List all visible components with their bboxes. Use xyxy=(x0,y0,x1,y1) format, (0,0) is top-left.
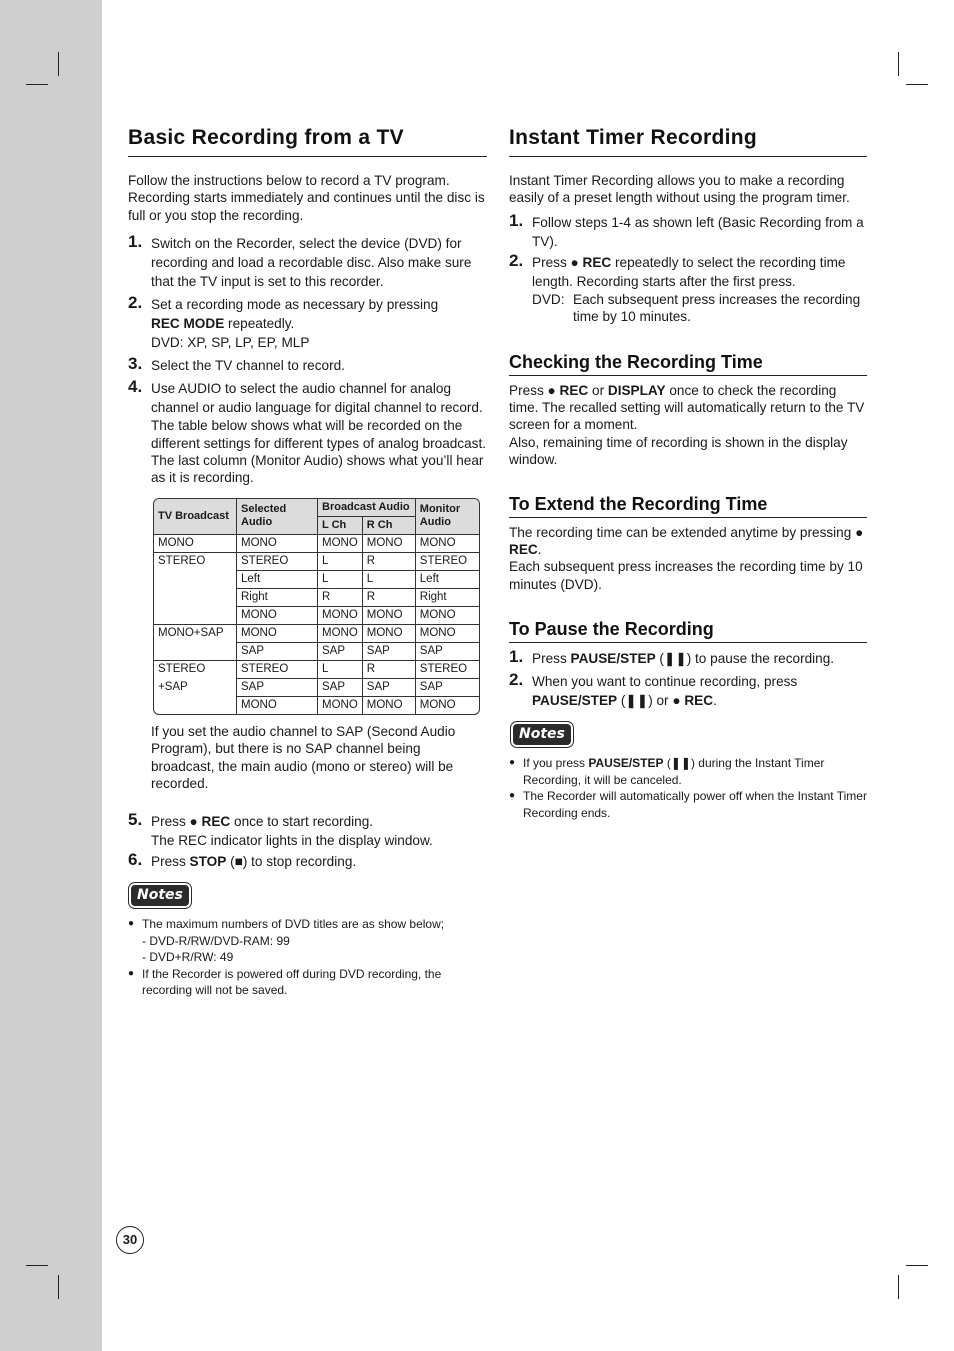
step-text: (■) to stop recording. xyxy=(230,854,357,870)
checking-text xyxy=(509,382,867,434)
rec-label: REC xyxy=(201,814,231,830)
step-number: 3. xyxy=(128,354,143,374)
crop-mark xyxy=(898,1275,899,1299)
sap-note: If you set the audio channel to SAP (Second Audio Program), but there is no SAP channel being broadcast, the main audio (mono or stereo) will be recorded. xyxy=(151,723,456,792)
table-cell: MONO+SAP xyxy=(154,624,236,642)
table-cell: SAP xyxy=(236,678,317,696)
table-cell: Right xyxy=(236,588,317,606)
step-text: (❚❚) or ● xyxy=(620,693,681,709)
table-cell: R xyxy=(317,588,362,606)
step-text: once to start recording. xyxy=(234,814,374,830)
table-cell: STEREO xyxy=(415,660,479,678)
table-cell: SAP xyxy=(415,678,479,696)
text-run: The recording time can be extended anytime by pressing ● xyxy=(509,524,864,540)
step-2 xyxy=(509,250,867,326)
step-1 xyxy=(509,210,867,251)
section-title-extend: To Extend the Recording Time xyxy=(509,494,867,518)
note-item xyxy=(509,755,867,788)
intro-text: Instant Timer Recording allows you to make a recording easily of a preset length without using the program timer. xyxy=(509,173,850,206)
table-cell: MONO xyxy=(154,534,236,552)
header-broadcast-audio: Broadcast Audio xyxy=(317,499,415,516)
step-5 xyxy=(128,812,487,850)
table-cell: STEREO xyxy=(154,660,236,678)
table-row xyxy=(154,678,479,696)
step-text: (❚❚) to pause the recording. xyxy=(659,651,835,667)
step-text: Press xyxy=(151,854,186,870)
table-row xyxy=(154,660,479,678)
note-text: The Recorder will automatically power off when the Instant Timer Recording ends. xyxy=(523,789,867,820)
step-text: Use AUDIO to select the audio channel for analog channel or audio language for digital channel to record. xyxy=(151,381,483,416)
table-row xyxy=(154,642,479,660)
table-cell xyxy=(154,588,236,606)
rec-label: REC xyxy=(559,382,589,398)
step-number: 1. xyxy=(128,232,143,252)
table-cell: MONO xyxy=(317,534,362,552)
checking-text-2: Also, remaining time of recording is shown in the display window. xyxy=(509,434,848,468)
table-row xyxy=(154,588,479,606)
text-run: . xyxy=(537,542,542,558)
table-cell: L xyxy=(362,570,415,588)
step-number: 2. xyxy=(509,250,524,270)
step-text: Press ● xyxy=(151,814,198,830)
table-cell xyxy=(154,642,236,660)
table-cell: STEREO xyxy=(236,552,317,570)
table-cell: L xyxy=(317,552,362,570)
pause-step-label: PAUSE/STEP xyxy=(570,651,656,667)
table-cell: SAP xyxy=(317,678,362,696)
table-cell: STEREO xyxy=(154,552,236,570)
table-row xyxy=(154,624,479,642)
table-cell: SAP xyxy=(236,642,317,660)
notes-list xyxy=(128,916,487,999)
step-text: Select the TV channel to record. xyxy=(151,358,345,374)
display-label: DISPLAY xyxy=(607,382,666,398)
page-number: 30 xyxy=(116,1226,144,1254)
table-cell: MONO xyxy=(236,696,317,714)
step-number: 1. xyxy=(509,647,524,667)
extend-text xyxy=(509,524,867,559)
table-cell: R xyxy=(362,660,415,678)
section-title-checking: Checking the Recording Time xyxy=(509,352,867,376)
table-row xyxy=(154,534,479,552)
table-cell: MONO xyxy=(317,624,362,642)
table-cell: SAP xyxy=(362,678,415,696)
left-column xyxy=(128,126,487,999)
crop-mark xyxy=(906,1265,928,1266)
dvd-label: DVD: xyxy=(532,291,565,307)
step-number: 1. xyxy=(509,210,524,230)
note-item xyxy=(128,966,487,999)
notes-badge: Notes xyxy=(131,885,189,906)
step-number: 2. xyxy=(509,670,524,690)
notes-section xyxy=(128,885,487,999)
table-cell: SAP xyxy=(415,642,479,660)
step-text-extra: The table below shows what will be recorded on the different settings for different types of analog broadcast. The last column (Monitor Audio) shows what you’ll hear as it is recording. xyxy=(151,418,487,486)
crop-mark xyxy=(906,84,928,85)
step-number: 2. xyxy=(128,293,143,313)
table-cell: MONO xyxy=(362,696,415,714)
audio-table xyxy=(153,498,480,715)
step-text: . xyxy=(713,693,717,709)
pause-step-label: PAUSE/STEP xyxy=(532,693,618,709)
note-text: - DVD+R/RW: 49 xyxy=(142,950,234,965)
crop-mark xyxy=(58,52,59,76)
rec-label: REC xyxy=(509,542,538,558)
crop-mark xyxy=(898,52,899,76)
table-cell: MONO xyxy=(236,606,317,624)
section-title-basic-recording: Basic Recording from a TV xyxy=(128,126,487,157)
rec-mode-label: REC MODE xyxy=(151,316,225,332)
step-2 xyxy=(128,295,487,352)
crop-mark xyxy=(26,1265,48,1266)
table-cell: STEREO xyxy=(236,660,317,678)
dvd-note xyxy=(532,291,867,326)
note-item xyxy=(128,916,487,966)
table-cell: R xyxy=(362,552,415,570)
table-cell: SAP xyxy=(317,642,362,660)
table-row xyxy=(154,696,479,714)
text-run: or xyxy=(592,382,605,398)
table-cell: +SAP xyxy=(158,680,188,693)
audio-table-wrap xyxy=(128,498,487,715)
table-cell: L xyxy=(317,570,362,588)
table-cell: MONO xyxy=(317,606,362,624)
stop-label: STOP xyxy=(189,854,227,870)
table-cell: MONO xyxy=(317,696,362,714)
table-cell: STEREO xyxy=(415,552,479,570)
table-cell: MONO xyxy=(362,606,415,624)
table-cell: L xyxy=(317,660,362,678)
notes-badge: Notes xyxy=(513,724,571,745)
notes-list xyxy=(509,755,867,821)
header-selected-audio: Selected Audio xyxy=(236,499,317,534)
table-cell: MONO xyxy=(236,624,317,642)
header-r-ch: R Ch xyxy=(362,516,415,534)
step-text: Switch on the Recorder, select the device (DVD) for recording and load a recordable disc. Also make sure that the TV input is set to this recorder. xyxy=(151,236,472,290)
header-tv-broadcast: TV Broadcast xyxy=(154,499,236,534)
table-cell: MONO xyxy=(236,534,317,552)
table-row xyxy=(154,552,479,570)
table-cell xyxy=(154,606,236,624)
step-text: Press ● xyxy=(532,254,579,270)
step-number: 6. xyxy=(128,850,143,870)
intro-text: Follow the instructions below to record a TV program. Recording starts immediately and continues until the disc is full or you stop the recording. xyxy=(128,173,485,223)
note-text: The maximum numbers of DVD titles are as show below; xyxy=(142,917,445,932)
crop-mark xyxy=(58,1275,59,1299)
table-cell: Left xyxy=(415,570,479,588)
table-cell: MONO xyxy=(415,606,479,624)
step-1 xyxy=(128,234,487,291)
extend-text-2: Each subsequent press increases the recording time by 10 minutes (DVD). xyxy=(509,559,863,592)
table-cell: MONO xyxy=(362,534,415,552)
notes-section xyxy=(509,724,867,821)
step-subtext: The REC indicator lights in the display window. xyxy=(151,833,433,849)
text-run: Press ● xyxy=(509,382,556,398)
step-text: Set a recording mode as necessary by pressing xyxy=(151,297,439,313)
pause-step-1 xyxy=(509,649,867,668)
step-text: When you want to continue recording, press xyxy=(532,674,798,690)
step-text: repeatedly to select the recording time length. Recording starts after the first press. xyxy=(532,254,846,289)
note-text: (❚❚) during the Instant Timer Recording, it will be canceled. xyxy=(523,756,825,787)
note-text: If you press xyxy=(523,756,586,771)
note-text: If the Recorder is powered off during DVD recording, the recording will not be saved. xyxy=(142,966,442,998)
step-text: Follow steps 1-4 as shown left (Basic Recording from a TV). xyxy=(532,214,864,249)
table-cell: R xyxy=(362,588,415,606)
step-number: 5. xyxy=(128,810,143,830)
page-side-bar xyxy=(0,0,102,1351)
dvd-text: Each subsequent press increases the recording time by 10 minutes. xyxy=(573,291,861,325)
table-row xyxy=(154,570,479,588)
crop-mark xyxy=(26,84,48,85)
table-cell: SAP xyxy=(362,642,415,660)
note-item xyxy=(509,788,867,821)
text-run: once to check the recording time. The recalled setting will automatically return to the TV screen for a moment. xyxy=(509,382,865,433)
table-cell: Right xyxy=(415,588,479,606)
dvd-modes: DVD: XP, SP, LP, EP, MLP xyxy=(151,335,310,351)
step-text: Press xyxy=(532,651,567,667)
section-title-instant-timer: Instant Timer Recording xyxy=(509,126,867,157)
pause-step-label: PAUSE/STEP xyxy=(588,756,664,771)
step-6 xyxy=(128,852,487,871)
rec-label: REC xyxy=(582,254,612,270)
table-cell: Left xyxy=(236,570,317,588)
table-row xyxy=(154,606,479,624)
step-4 xyxy=(128,379,487,487)
table-cell: MONO xyxy=(362,624,415,642)
table-cell: MONO xyxy=(415,624,479,642)
note-text: - DVD-R/RW/DVD-RAM: 99 xyxy=(142,933,290,948)
step-text: repeatedly. xyxy=(228,316,295,332)
header-monitor-audio: Monitor Audio xyxy=(415,499,479,534)
table-cell: MONO xyxy=(415,534,479,552)
right-column xyxy=(509,126,867,821)
table-cell xyxy=(154,570,236,588)
section-title-pause: To Pause the Recording xyxy=(509,619,867,643)
table-cell: MONO xyxy=(415,696,479,714)
table-cell xyxy=(154,696,236,714)
rec-label: REC xyxy=(684,693,714,709)
step-number: 4. xyxy=(128,377,143,397)
pause-step-2 xyxy=(509,672,867,710)
header-l-ch: L Ch xyxy=(317,516,362,534)
step-3 xyxy=(128,356,487,375)
